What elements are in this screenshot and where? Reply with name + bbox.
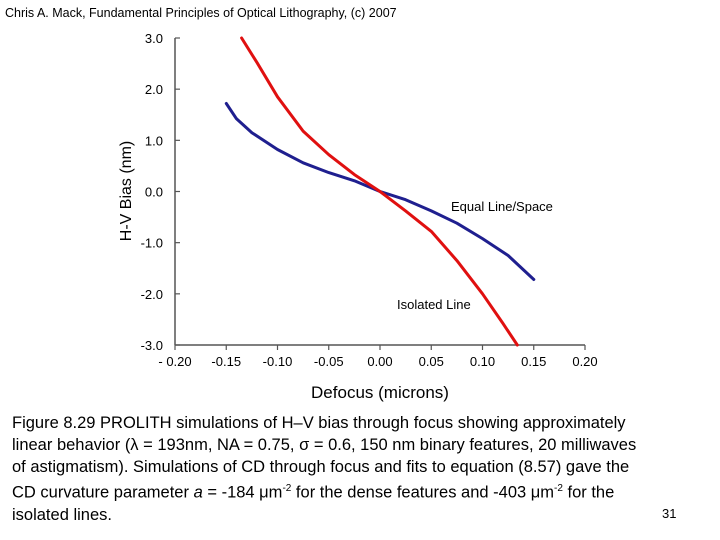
y-tick-label: 2.0 (144, 82, 163, 98)
caption-line-3: of astigmatism). Simulations of CD through focus and fits to equation (8.57) gave the (12, 458, 630, 476)
figure-caption (12, 412, 712, 526)
y-tick-label: 1.0 (144, 133, 163, 149)
y-ticks (141, 31, 180, 353)
y-tick-label: 3.0 (144, 31, 163, 46)
y-tick-label: -1.0 (140, 235, 163, 251)
series-line-isolated-line (242, 38, 518, 345)
x-ticks (158, 345, 597, 369)
x-tick-label: 0.20 (572, 354, 598, 369)
caption-line-4-part-d: for the (562, 483, 615, 502)
page-number: 31 (662, 506, 677, 521)
y-tick-label: -2.0 (140, 286, 163, 302)
caption-exponent-1: -2 (282, 483, 292, 494)
legend-label-isolated-line: Isolated Line (397, 297, 471, 312)
y-tick-label: -3.0 (140, 338, 163, 353)
x-tick-label: -0.15 (211, 354, 242, 369)
caption-line-4-part-a: CD curvature parameter (12, 483, 194, 502)
x-tick-label: 0.10 (469, 354, 496, 369)
x-tick-label: 0.00 (367, 354, 393, 369)
legend-label-equal-line-space: Equal Line/Space (451, 199, 553, 214)
series-lines (226, 38, 534, 345)
x-tick-label: -0.10 (262, 354, 293, 369)
caption-line-2: linear behavior (λ = 193nm, NA = 0.75, σ = 0.6, 150 nm binary features, 20 milliwaves (12, 436, 637, 454)
y-tick-label: 0.0 (144, 184, 163, 200)
x-tick-label: 0.05 (418, 354, 444, 369)
x-tick-label: -0.05 (313, 354, 344, 369)
slide-header: Chris A. Mack, Fundamental Principles of Optical Lithography, (c) 2007 (5, 6, 397, 20)
caption-parameter-a: a (193, 483, 203, 502)
y-axis-label: H-V Bias (nm) (118, 140, 135, 242)
x-tick-label: - 0.20 (158, 354, 192, 369)
caption-line-4 (12, 478, 712, 504)
caption-exponent-2: -2 (554, 483, 563, 494)
caption-line-4-part-b: = -184 μm (202, 483, 283, 502)
caption-line-4-part-c: for the dense features and -403 μm (291, 483, 555, 502)
x-axis-label: Defocus (microns) (311, 383, 449, 402)
x-tick-label: 0.15 (521, 354, 547, 369)
caption-line-5: isolated lines. (12, 505, 112, 524)
caption-line-1: Figure 8.29 PROLITH simulations of H–V bias through focus showing approximately (12, 414, 626, 432)
